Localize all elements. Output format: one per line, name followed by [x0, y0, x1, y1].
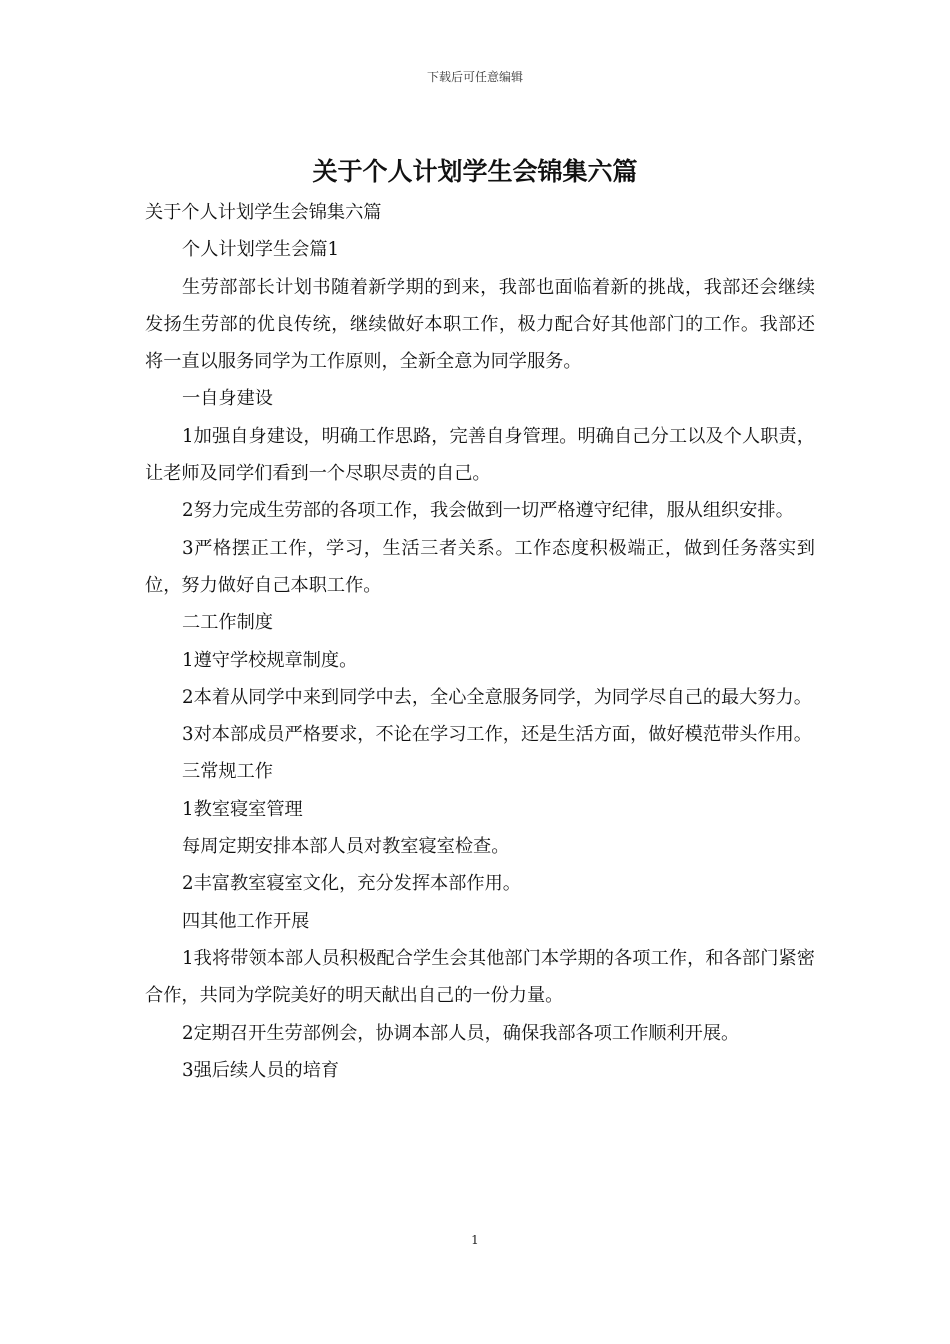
paragraph: 四其他工作开展 [182, 910, 310, 932]
document-body [145, 194, 815, 1089]
document-title: 关于个人计划学生会锦集六篇 [312, 157, 638, 186]
paragraph: 1我将带领本部人员积极配合学生会其他部门本学期的各项工作，和各部门紧密合作，共同为学院美好的明天献出自己的一份力量。 [145, 947, 815, 1007]
paragraph: 1加强自身建设，明确工作思路，完善自身管理。明确自己分工以及个人职责，让老师及同学们看到一个尽职尽责的自己。 [145, 425, 815, 485]
paragraph: 关于个人计划学生会锦集六篇 [145, 202, 382, 223]
paragraph: 个人计划学生会篇1 [182, 239, 340, 261]
paragraph: 一自身建设 [182, 388, 273, 410]
header-note: 下载后可任意编辑 [426, 70, 523, 84]
paragraph: 3对本部成员严格要求，不论在学习工作，还是生活方面，做好模范带头作用。 [182, 724, 812, 746]
paragraph: 2定期召开生劳部例会，协调本部人员，确保我部各项工作顺利开展。 [182, 1022, 740, 1044]
paragraph: 生劳部部长计划书随着新学期的到来，我部也面临着新的挑战，我部还会继续发扬生劳部的优良传统，继续做好本职工作，极力配合好其他部门的工作。我部还将一直以服务同学为工作原则，全新全意为同学服务。 [145, 276, 815, 373]
paragraph: 1教室寝室管理 [182, 798, 303, 820]
paragraph: 每周定期安排本部人员对教室寝室检查。 [182, 836, 510, 858]
paragraph: 1遵守学校规章制度。 [182, 649, 358, 671]
page-number: 1 [471, 1233, 479, 1247]
paragraph: 3强后续人员的培育 [182, 1059, 340, 1081]
paragraph: 二工作制度 [182, 612, 273, 634]
paragraph: 三常规工作 [182, 761, 273, 783]
paragraph: 3严格摆正工作，学习，生活三者关系。工作态度积极端正，做到任务落实到位，努力做好自己本职工作。 [145, 537, 815, 596]
paragraph: 2丰富教室寝室文化，充分发挥本部作用。 [182, 873, 521, 895]
paragraph: 2本着从同学中来到同学中去，全心全意服务同学，为同学尽自己的最大努力。 [182, 686, 812, 708]
paragraph: 2努力完成生劳部的各项工作，我会做到一切严格遵守纪律，服从组织安排。 [182, 500, 794, 522]
